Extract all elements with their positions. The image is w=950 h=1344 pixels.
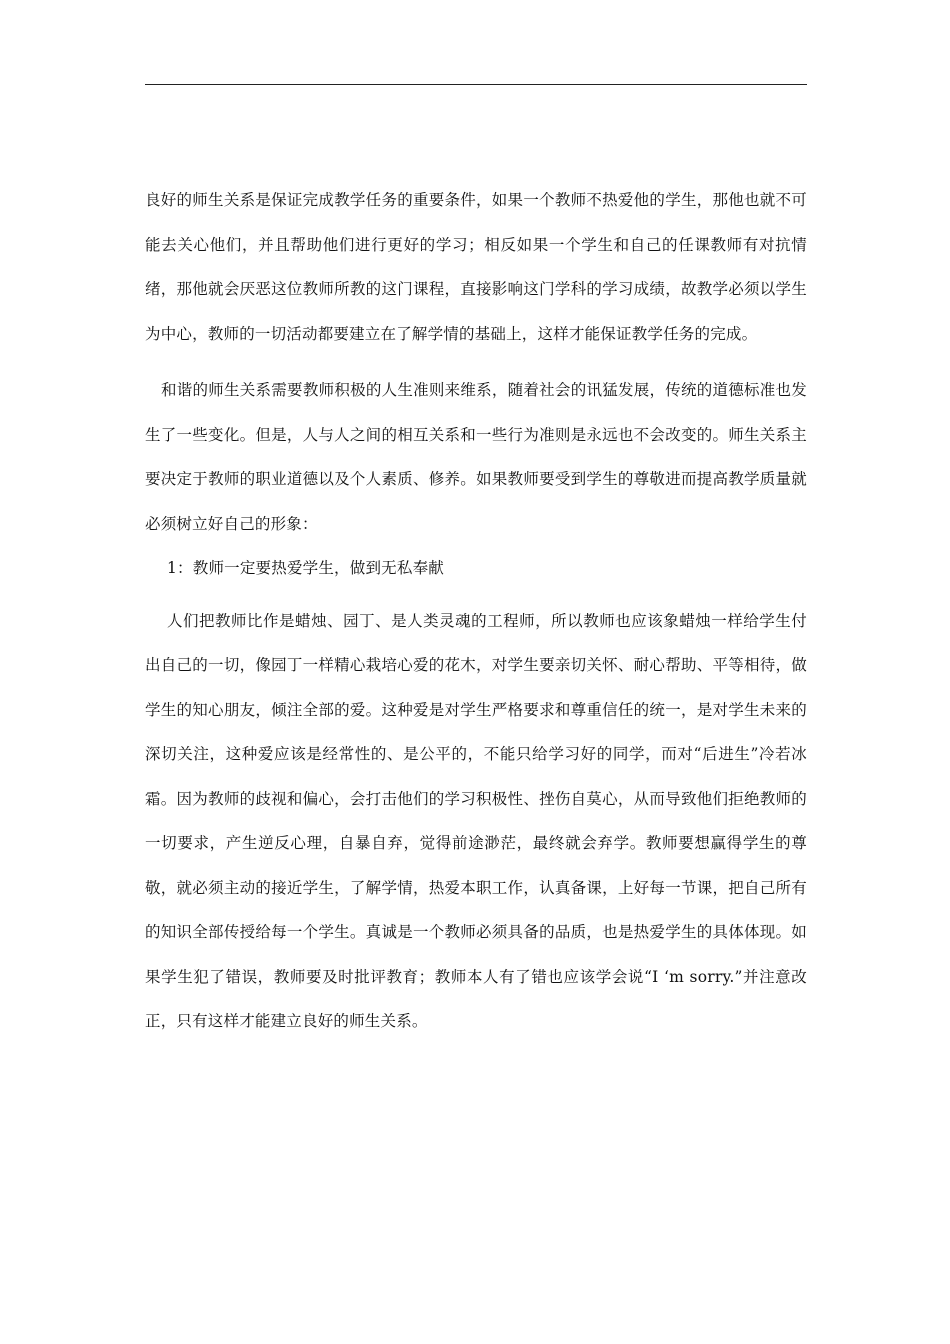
paragraph-harmonious-relationship: 和谐的师生关系需要教师积极的人生准则来维系，随着社会的讯猛发展，传统的道德标准也发生了一些变化。但是，人与人之间的相互关系和一些行为准则是永远也不会改变的。师生关系主要决定于教师的职业道德以及个人素质、修养。如果教师要受到学生的尊敬进而提高教学质量就必须树立好自己的形象： [145, 381, 807, 533]
paragraph-teacher-student-relationship: 良好的师生关系是保证完成教学任务的重要条件，如果一个教师不热爱他的学生，那他也就不可能去关心他们，并且帮助他们进行更好的学习；相反如果一个学生和自己的任课教师有对抗情绪，那他就会厌恶这位教师所教的这门课程，直接影响这门学科的学习成绩，故教学必须以学生为中心，教师的一切活动都要建立在了解学情的基础上，这样才能保证教学任务的完成。 [145, 191, 807, 343]
header-rule [145, 84, 807, 85]
section-heading-love-students: 1：教师一定要热爱学生，做到无私奉献 [167, 559, 444, 577]
document-body [145, 178, 807, 1044]
paragraph-candle-gardener: 人们把教师比作是蜡烛、园丁、是人类灵魂的工程师，所以教师也应该象蜡烛一样给学生付出自己的一切，像园丁一样精心栽培心爱的花木，对学生要亲切关怀、耐心帮助、平等相待，做学生的知心朋友，倾注全部的爱。这种爱是对学生严格要求和尊重信任的统一，是对学生未来的深切关注，这种爱应该是经常性的、是公平的，不能只给学习好的同学，而对“后进生”冷若冰霜。因为教师的歧视和偏心，会打击他们的学习积极性、挫伤自莫心，从而导致他们拒绝教师的一切要求，产生逆反心理，自暴自弃，觉得前途渺茫，最终就会弃学。教师要想赢得学生的尊敬，就必须主动的接近学生，了解学情，热爱本职工作，认真备课，上好每一节课，把自己所有的知识全部传授给每一个学生。真诚是一个教师必须具备的品质，也是热爱学生的具体体现。如果学生犯了错误，教师要及时批评教育；教师本人有了错也应该学会说“I ‘m sorry.”并注意改正，只有这样才能建立良好的师生关系。 [145, 611, 807, 1030]
